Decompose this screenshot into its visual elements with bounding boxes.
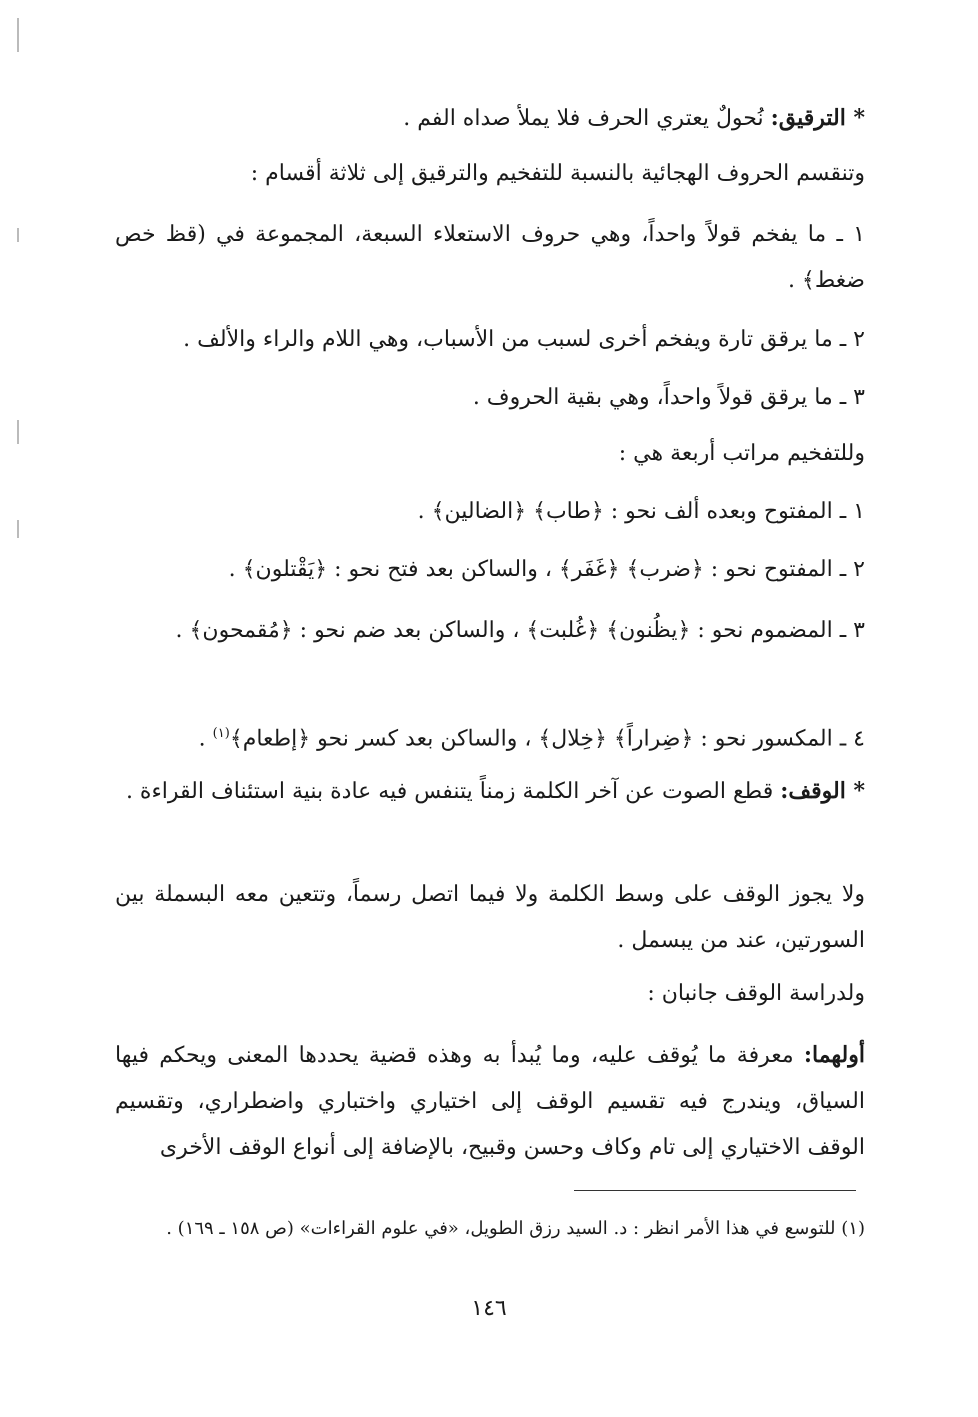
- rank-item-4-text: ٤ ـ المكسور نحو : ﴿ضِراراً﴾ ﴿خِلال﴾ ، والساكن بعد كسر نحو ﴿إطعام﴾: [229, 726, 865, 752]
- waqf-rule: ولا يجوز الوقف على وسط الكلمة ولا فيما اتصل رسماً، وتتعين معه البسملة بين السورتين، عند من يبسمل .: [115, 882, 865, 953]
- division-item-3: ٣ ـ ما يرقق قولاً واحداً، وهي بقية الحروف .: [472, 385, 865, 410]
- scan-mark: [17, 420, 19, 444]
- first-aspect-term: أولهما:: [803, 1042, 865, 1068]
- division-intro: وتنقسم الحروف الهجائية بالنسبة للتفخيم والترقيق إلى ثلاثة أقسام :: [250, 161, 865, 186]
- scan-mark: [17, 228, 19, 242]
- tarqiq-definition: [115, 98, 865, 139]
- waqf-term: * الوقف:: [780, 778, 865, 804]
- first-aspect: [115, 1032, 865, 1171]
- rank-item-4-end: .: [198, 726, 213, 752]
- tarqiq-term: * الترقيق:: [770, 105, 865, 131]
- page-number: ١٤٦: [471, 1296, 507, 1321]
- scan-mark: [17, 520, 19, 538]
- footnote-reference: (١): [212, 726, 230, 741]
- footnote-divider: [574, 1190, 856, 1191]
- rank-item-4: [115, 714, 865, 759]
- waqf-definition: [115, 768, 865, 815]
- rank-item-2: ٢ ـ المفتوح نحو : ﴿ضرب﴾ ﴿غَفَر﴾ ، والساكن بعد فتح نحو : ﴿يَقْتلون﴾ .: [228, 557, 865, 582]
- waqf-aspects: ولدراسة الوقف جانبان :: [647, 981, 865, 1006]
- division-item-1: ١ ـ ما يفخم قولاً واحداً، وهي حروف الاستعلاء السبعة، المجموعة في (قظ خص ضغط﴾ .: [115, 222, 865, 293]
- scan-mark: [17, 18, 19, 52]
- waqf-def-text: قطع الصوت عن آخر الكلمة زمناً يتنفس فيه عادة بنية استئناف القراءة .: [125, 779, 781, 804]
- rank-item-1: ١ ـ المفتوح وبعده ألف نحو : ﴿طاب﴾ ﴿الضالين﴾ .: [417, 499, 865, 524]
- footnote: (١) للتوسع في هذا الأمر انظر : د. السيد رزق الطويل، «في علوم القراءات» (ص ١٥٨ ـ ١٦٩) .: [166, 1218, 865, 1239]
- rank-item-3: ٣ ـ المضموم نحو : ﴿يظُنون﴾ ﴿غُلبت﴾ ، والساكن بعد ضم نحو : ﴿مُقمحون﴾ .: [175, 618, 865, 643]
- ranks-intro: وللتفخيم مراتب أربعة هي :: [618, 441, 865, 466]
- tarqiq-def-text: نُحولٌ يعتري الحرف فلا يملأ صداه الفم .: [403, 106, 771, 131]
- division-item-2: ٢ ـ ما يرقق تارة ويفخم أخرى لسبب من الأسباب، وهي اللام والراء والألف .: [183, 327, 865, 352]
- first-aspect-text: معرفة ما يُوقف عليه، وما يُبدأ به وهذه قضية يحددها المعنى ويحكم فيها السياق، ويندرج فيه تقسيم الوقف إلى اختياري واختباري واضطراري، وتقسيم الوقف الاختياري إلى تام وكاف وحسن وقبيح، بالإضافة إلى أنواع الوقف الأخرى: [115, 1043, 865, 1160]
